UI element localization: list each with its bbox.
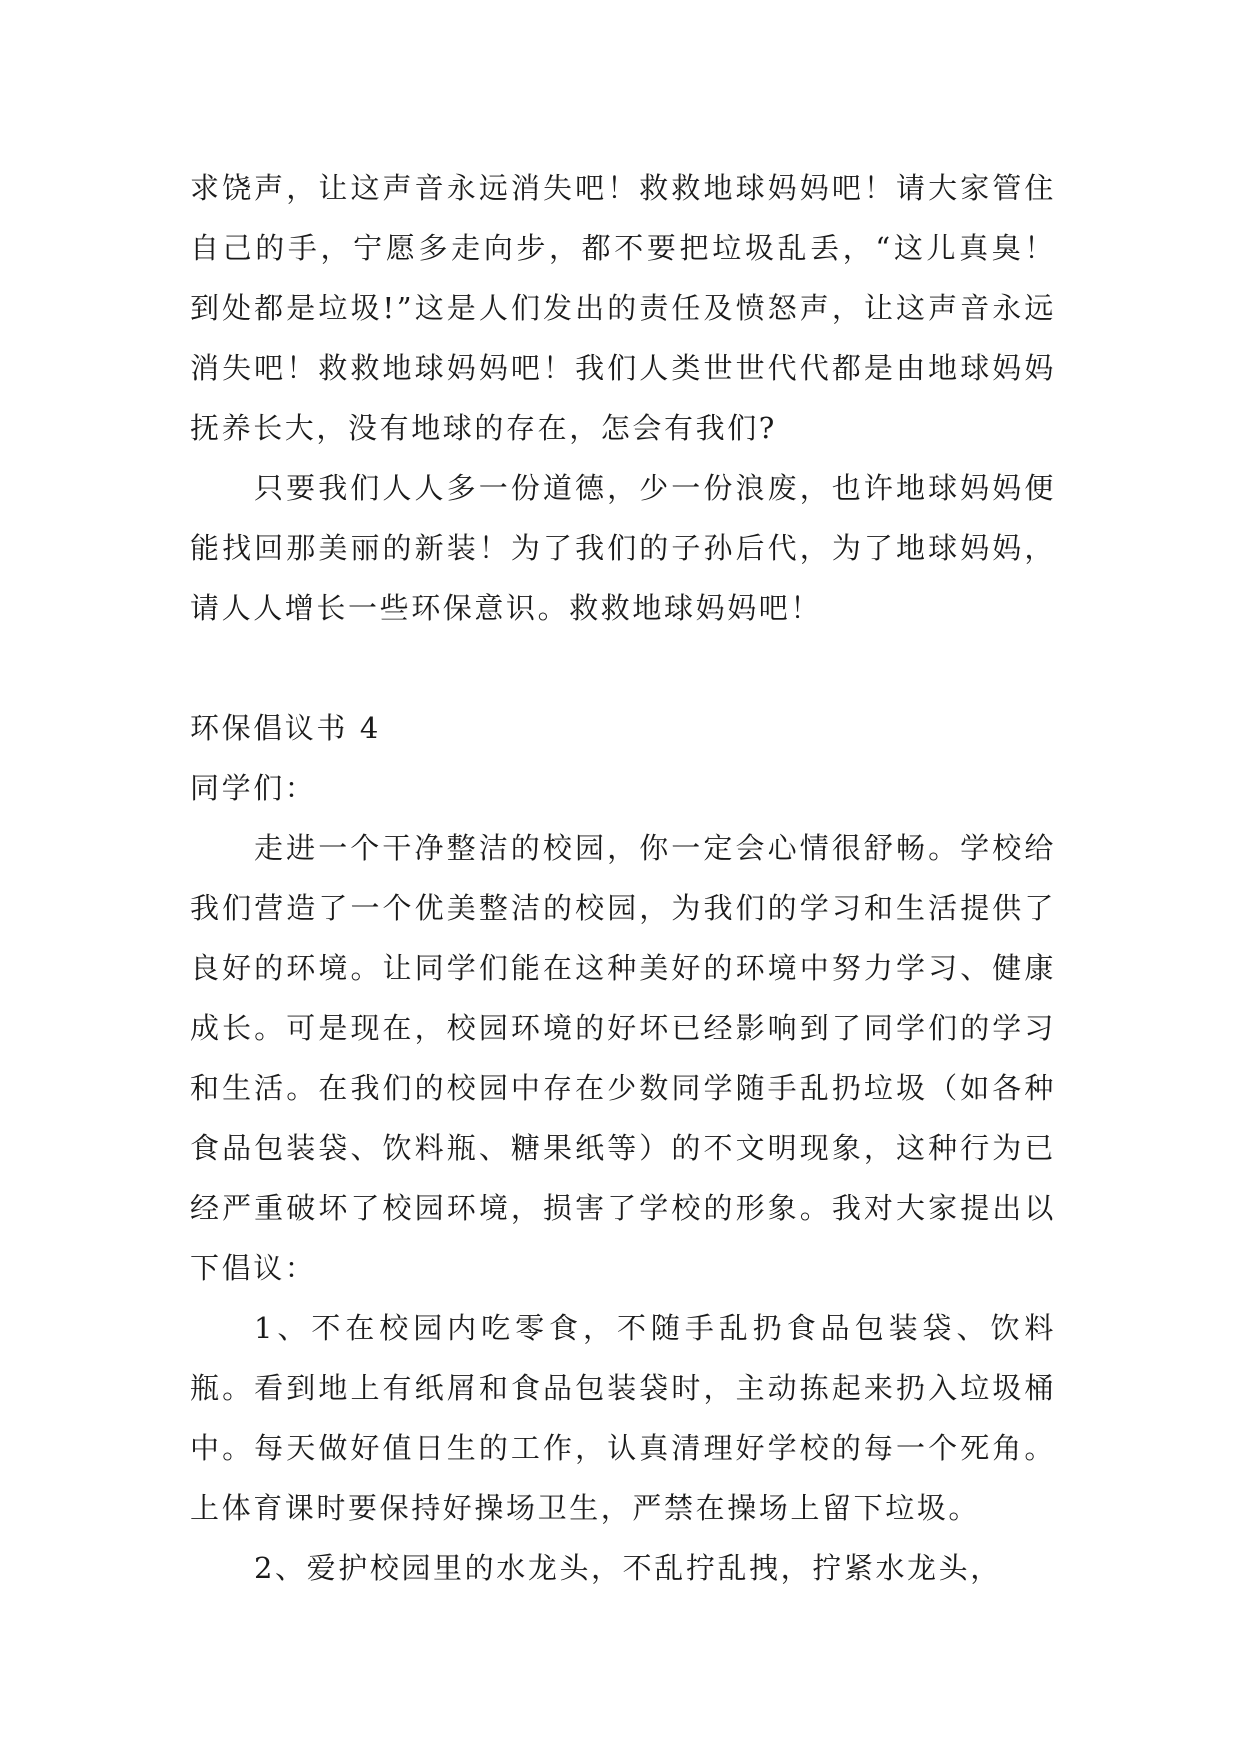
paragraph-top-1: 求饶声，让这声音永远消失吧！救救地球妈妈吧！请大家管住自己的手，宁愿多走向步，都不要把垃圾乱丢，“这儿真臭！到处都是垃圾!”这是人们发出的责任及愤怒声，让这声音永远消失吧！救救地球妈妈吧！我们人类世世代代都是由地球妈妈抚养长大，没有地球的存在，怎会有我们? bbox=[190, 171, 1056, 445]
paragraph-body-1: 走进一个干净整洁的校园，你一定会心情很舒畅。学校给我们营造了一个优美整洁的校园，为我们的学习和生活提供了良好的环境。让同学们能在这种美好的环境中努力学习、健康成长。可是现在，校园环境的好坏已经影响到了同学们的学习和生活。在我们的校园中存在少数同学随手乱扔垃圾（如各种食品包装袋、饮料瓶、糖果纸等）的不文明现象，这种行为已经严重破坏了校园环境，损害了学校的形象。我对大家提出以下倡议： bbox=[190, 831, 1056, 1285]
section-gap bbox=[190, 638, 1056, 698]
document-body bbox=[190, 158, 1056, 1598]
paragraph-body-3: 2、爱护校园里的水龙头，不乱拧乱拽，拧紧水龙头， bbox=[254, 1551, 1002, 1585]
paragraph-body-2: 1、不在校园内吃零食，不随手乱扔食品包装袋、饮料瓶。看到地上有纸屑和食品包装袋时，主动拣起来扔入垃圾桶中。每天做好值日生的工作，认真清理好学校的每一个死角。上体育课时要保持好操场卫生，严禁在操场上留下垃圾。 bbox=[190, 1311, 1056, 1525]
paragraph-top-2: 只要我们人人多一份道德，少一份浪废，也许地球妈妈便能找回那美丽的新装！为了我们的子孙后代，为了地球妈妈，请人人增长一些环保意识。救救地球妈妈吧！ bbox=[190, 471, 1056, 625]
section-title: 环保倡议书 4 bbox=[190, 711, 381, 745]
salutation: 同学们： bbox=[190, 771, 317, 805]
